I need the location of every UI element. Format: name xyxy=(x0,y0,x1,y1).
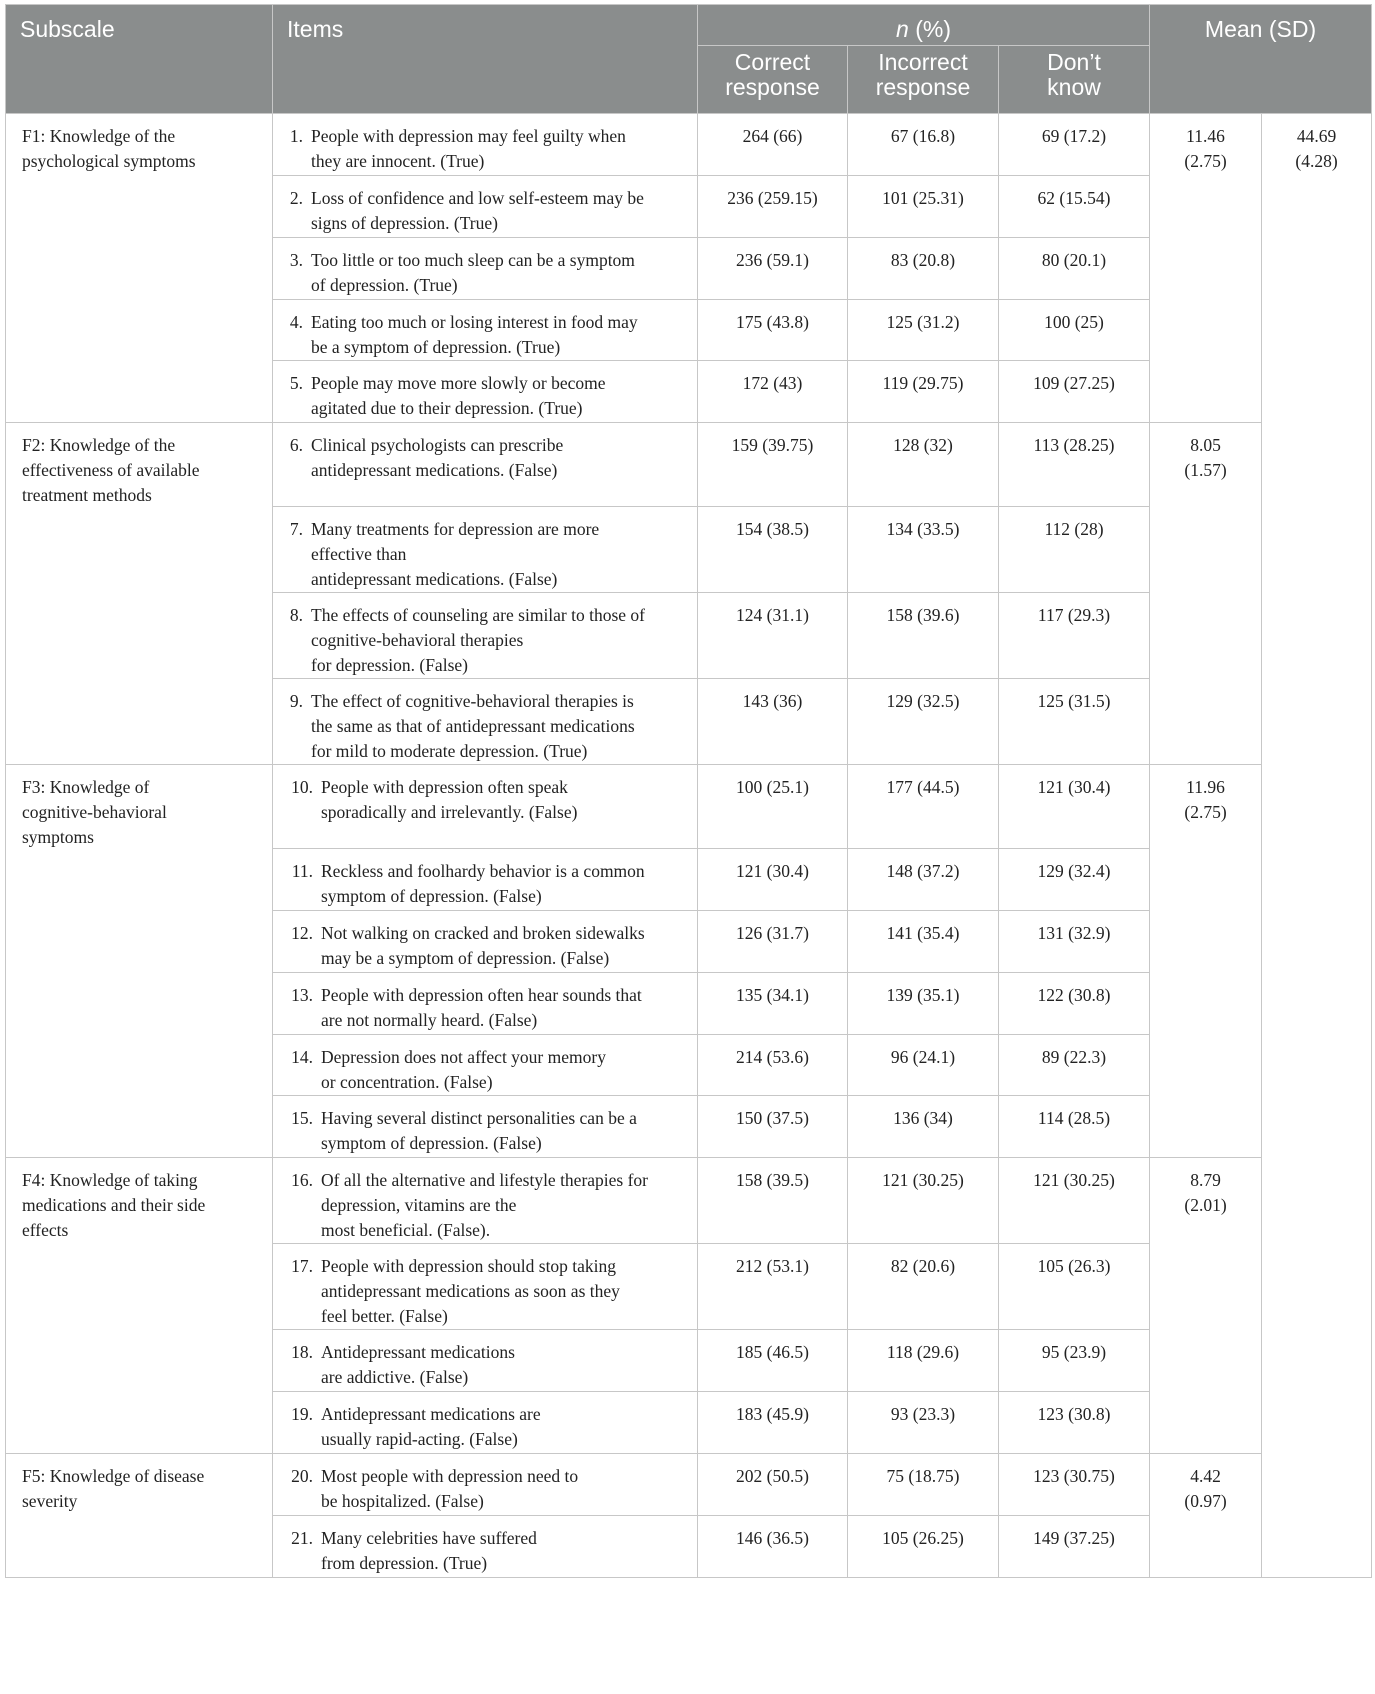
item-text-line: People may move more slowly or become xyxy=(311,373,606,393)
item-text xyxy=(311,124,687,174)
item-text-line: signs of depression. (True) xyxy=(311,213,498,233)
incorrect-value: 83 (20.8) xyxy=(848,238,999,300)
item-cell xyxy=(273,1392,698,1454)
dontknow-value: 122 (30.8) xyxy=(999,973,1150,1035)
item-number: 1. xyxy=(289,126,303,146)
incorrect-value: 128 (32) xyxy=(848,423,999,507)
incorrect-value: 134 (33.5) xyxy=(848,507,999,593)
table-row xyxy=(6,114,1372,176)
item-text-line: agitated due to their depression. (True) xyxy=(311,398,583,418)
dontknow-value: 113 (28.25) xyxy=(999,423,1150,507)
subscale-mean: 11.46 xyxy=(1186,126,1225,146)
item-number: 3. xyxy=(289,250,303,270)
item-text-line: The effect of cognitive-behavioral therapies is xyxy=(311,691,634,711)
incorrect-value: 93 (23.3) xyxy=(848,1392,999,1454)
item-number: 14. xyxy=(291,1047,313,1067)
total-mean-sd xyxy=(1262,114,1372,1578)
item-cell xyxy=(273,1454,698,1516)
item-text xyxy=(321,775,687,825)
subscale-cell xyxy=(6,114,273,423)
correct-value: 264 (66) xyxy=(698,114,848,176)
subscale-sd: (2.75) xyxy=(1184,151,1227,171)
item-cell xyxy=(273,1330,698,1392)
item-text xyxy=(311,310,687,360)
item-number: 5. xyxy=(289,373,303,393)
dontknow-value: 114 (28.5) xyxy=(999,1096,1150,1158)
item-text-line: Many treatments for depression are more xyxy=(311,519,600,539)
header-dontknow xyxy=(999,46,1150,114)
correct-value: 100 (25.1) xyxy=(698,765,848,849)
subscale-cell xyxy=(6,1454,273,1578)
subscale-sd: (2.75) xyxy=(1184,802,1227,822)
subscale-mean-sd xyxy=(1150,423,1262,765)
item-number: 12. xyxy=(291,923,313,943)
subscale-mean-sd xyxy=(1150,1158,1262,1454)
item-text-line: People with depression often hear sounds that xyxy=(321,985,642,1005)
total-mean: 44.69 xyxy=(1296,126,1337,146)
incorrect-value: 125 (31.2) xyxy=(848,300,999,361)
item-cell xyxy=(273,176,698,238)
item-text xyxy=(321,1168,687,1243)
header-items: Items xyxy=(273,5,698,114)
correct-value: 236 (59.1) xyxy=(698,238,848,300)
item-text-line: antidepressant medications. (False) xyxy=(311,569,558,589)
header-correct xyxy=(698,46,848,114)
item-text-line: Not walking on cracked and broken sidewalks xyxy=(321,923,645,943)
item-text-line: People with depression often speak xyxy=(321,777,568,797)
item-text-line: most beneficial. (False). xyxy=(321,1220,491,1240)
item-text-line: Loss of confidence and low self-esteem may be xyxy=(311,188,644,208)
item-text-line: Eating too much or losing interest in food may xyxy=(311,312,638,332)
item-number: 6. xyxy=(289,435,303,455)
item-text xyxy=(321,1526,687,1576)
item-text-line: they are innocent. (True) xyxy=(311,151,485,171)
item-text xyxy=(321,859,687,909)
item-text-line: Having several distinct personalities can be a xyxy=(321,1108,637,1128)
item-text xyxy=(321,1402,687,1452)
dontknow-value: 69 (17.2) xyxy=(999,114,1150,176)
correct-value: 185 (46.5) xyxy=(698,1330,848,1392)
item-number: 7. xyxy=(289,519,303,539)
item-number: 4. xyxy=(289,312,303,332)
subscale-sd: (0.97) xyxy=(1184,1491,1227,1511)
item-text xyxy=(321,1340,687,1390)
item-text xyxy=(321,983,687,1033)
item-number: 18. xyxy=(291,1342,313,1362)
item-cell xyxy=(273,361,698,423)
correct-value: 159 (39.75) xyxy=(698,423,848,507)
item-text xyxy=(321,1045,687,1095)
item-text-line: of depression. (True) xyxy=(311,275,458,295)
correct-value: 143 (36) xyxy=(698,679,848,765)
item-cell xyxy=(273,507,698,593)
incorrect-value: 67 (16.8) xyxy=(848,114,999,176)
header-incorrect-line2: response xyxy=(875,74,971,100)
header-mean-sd: Mean (SD) xyxy=(1150,5,1372,114)
item-text xyxy=(311,186,687,236)
item-number: 13. xyxy=(291,985,313,1005)
item-text-line: Too little or too much sleep can be a symptom xyxy=(311,250,635,270)
item-number: 15. xyxy=(291,1108,313,1128)
incorrect-value: 158 (39.6) xyxy=(848,593,999,679)
table-row xyxy=(6,1158,1372,1244)
item-text-line: antidepressant medications as soon as they xyxy=(321,1281,620,1301)
item-text-line: are not normally heard. (False) xyxy=(321,1010,538,1030)
dontknow-value: 112 (28) xyxy=(999,507,1150,593)
item-text-line: Antidepressant medications xyxy=(321,1342,515,1362)
item-text-line: People with depression may feel guilty when xyxy=(311,126,626,146)
item-text-line: from depression. (True) xyxy=(321,1553,488,1573)
incorrect-value: 82 (20.6) xyxy=(848,1244,999,1330)
subscale-label-line: cognitive-behavioral xyxy=(22,802,167,822)
item-cell xyxy=(273,238,698,300)
incorrect-value: 96 (24.1) xyxy=(848,1035,999,1096)
item-cell xyxy=(273,1244,698,1330)
subscale-label-line: psychological symptoms xyxy=(22,151,196,171)
item-cell xyxy=(273,1158,698,1244)
item-number: 17. xyxy=(291,1256,313,1276)
item-number: 2. xyxy=(289,188,303,208)
header-dontknow-line2: know xyxy=(1047,74,1101,100)
item-text-line: Antidepressant medications are xyxy=(321,1404,541,1424)
item-text xyxy=(311,689,687,764)
dontknow-value: 109 (27.25) xyxy=(999,361,1150,423)
item-cell xyxy=(273,1035,698,1096)
dontknow-value: 121 (30.25) xyxy=(999,1158,1150,1244)
incorrect-value: 101 (25.31) xyxy=(848,176,999,238)
item-number: 16. xyxy=(291,1170,313,1190)
dontknow-value: 125 (31.5) xyxy=(999,679,1150,765)
header-incorrect xyxy=(848,46,999,114)
subscale-label-line: treatment methods xyxy=(22,485,152,505)
correct-value: 212 (53.1) xyxy=(698,1244,848,1330)
correct-value: 214 (53.6) xyxy=(698,1035,848,1096)
correct-value: 154 (38.5) xyxy=(698,507,848,593)
item-text-line: effective than xyxy=(311,544,407,564)
subscale-sd: (2.01) xyxy=(1184,1195,1227,1215)
subscale-mean: 8.79 xyxy=(1190,1170,1221,1190)
subscale-label-line: F4: Knowledge of taking xyxy=(22,1170,198,1190)
subscale-label-line: severity xyxy=(22,1491,78,1511)
knowledge-table xyxy=(5,4,1372,1578)
item-text-line: feel better. (False) xyxy=(321,1306,448,1326)
item-number: 20. xyxy=(291,1466,313,1486)
item-text xyxy=(321,1464,687,1514)
item-cell xyxy=(273,1516,698,1578)
subscale-cell xyxy=(6,423,273,765)
subscale-label-line: effects xyxy=(22,1220,69,1240)
item-text-line: Most people with depression need to xyxy=(321,1466,579,1486)
subscale-label-line: F1: Knowledge of the xyxy=(22,126,176,146)
total-sd: (4.28) xyxy=(1295,151,1338,171)
item-text-line: Many celebrities have suffered xyxy=(321,1528,537,1548)
item-text-line: for depression. (False) xyxy=(311,655,468,675)
dontknow-value: 62 (15.54) xyxy=(999,176,1150,238)
item-cell xyxy=(273,300,698,361)
correct-value: 124 (31.1) xyxy=(698,593,848,679)
item-text-line: Clinical psychologists can prescribe xyxy=(311,435,564,455)
item-text xyxy=(311,517,687,592)
item-cell xyxy=(273,973,698,1035)
subscale-mean-sd xyxy=(1150,114,1262,423)
table-row xyxy=(6,1454,1372,1516)
dontknow-value: 149 (37.25) xyxy=(999,1516,1150,1578)
subscale-mean: 11.96 xyxy=(1186,777,1225,797)
item-text xyxy=(311,371,687,421)
item-text-line: The effects of counseling are similar to those of xyxy=(311,605,646,625)
correct-value: 146 (36.5) xyxy=(698,1516,848,1578)
item-text-line: Depression does not affect your memory xyxy=(321,1047,606,1067)
table-body xyxy=(6,114,1372,1578)
item-text-line: are addictive. (False) xyxy=(321,1367,469,1387)
item-number: 9. xyxy=(289,691,303,711)
item-text xyxy=(311,248,687,298)
item-number: 10. xyxy=(291,777,313,797)
item-cell xyxy=(273,593,698,679)
subscale-cell xyxy=(6,765,273,1158)
dontknow-value: 123 (30.8) xyxy=(999,1392,1150,1454)
item-number: 21. xyxy=(291,1528,313,1548)
incorrect-value: 75 (18.75) xyxy=(848,1454,999,1516)
subscale-cell xyxy=(6,1158,273,1454)
header-correct-line2: response xyxy=(725,74,820,100)
item-cell xyxy=(273,1096,698,1158)
header-n-italic: n xyxy=(896,16,909,42)
incorrect-value: 105 (26.25) xyxy=(848,1516,999,1578)
item-text-line: the same as that of antidepressant medications xyxy=(311,716,635,736)
header-n-suffix: (%) xyxy=(908,16,951,42)
subscale-label-line: effectiveness of available xyxy=(22,460,200,480)
subscale-label-line: medications and their side xyxy=(22,1195,206,1215)
item-cell xyxy=(273,423,698,507)
incorrect-value: 121 (30.25) xyxy=(848,1158,999,1244)
item-number: 19. xyxy=(291,1404,313,1424)
incorrect-value: 129 (32.5) xyxy=(848,679,999,765)
item-text-line: Of all the alternative and lifestyle therapies for xyxy=(321,1170,649,1190)
correct-value: 175 (43.8) xyxy=(698,300,848,361)
dontknow-value: 105 (26.3) xyxy=(999,1244,1150,1330)
header-n-percent xyxy=(698,5,1150,46)
subscale-label-line: symptoms xyxy=(22,827,94,847)
item-text-line: cognitive-behavioral therapies xyxy=(311,630,524,650)
item-cell xyxy=(273,911,698,973)
item-text-line: usually rapid-acting. (False) xyxy=(321,1429,518,1449)
item-text-line: for mild to moderate depression. (True) xyxy=(311,741,588,761)
item-text-line: or concentration. (False) xyxy=(321,1072,493,1092)
item-number: 11. xyxy=(291,861,313,881)
dontknow-value: 123 (30.75) xyxy=(999,1454,1150,1516)
dontknow-value: 131 (32.9) xyxy=(999,911,1150,973)
subscale-mean-sd xyxy=(1150,765,1262,1158)
subscale-mean: 4.42 xyxy=(1190,1466,1221,1486)
correct-value: 135 (34.1) xyxy=(698,973,848,1035)
incorrect-value: 148 (37.2) xyxy=(848,849,999,911)
dontknow-value: 95 (23.9) xyxy=(999,1330,1150,1392)
header-correct-line1: Correct xyxy=(734,49,811,75)
dontknow-value: 80 (20.1) xyxy=(999,238,1150,300)
correct-value: 183 (45.9) xyxy=(698,1392,848,1454)
table-row xyxy=(6,765,1372,849)
dontknow-value: 121 (30.4) xyxy=(999,765,1150,849)
item-text-line: be hospitalized. (False) xyxy=(321,1491,484,1511)
dontknow-value: 89 (22.3) xyxy=(999,1035,1150,1096)
correct-value: 236 (259.15) xyxy=(698,176,848,238)
correct-value: 126 (31.7) xyxy=(698,911,848,973)
table-row xyxy=(6,423,1372,507)
item-text xyxy=(311,433,687,483)
dontknow-value: 117 (29.3) xyxy=(999,593,1150,679)
item-text-line: symptom of depression. (False) xyxy=(321,1133,542,1153)
correct-value: 121 (30.4) xyxy=(698,849,848,911)
subscale-mean: 8.05 xyxy=(1190,435,1221,455)
item-cell xyxy=(273,849,698,911)
item-cell xyxy=(273,679,698,765)
item-cell xyxy=(273,765,698,849)
subscale-label-line: F2: Knowledge of the xyxy=(22,435,176,455)
incorrect-value: 119 (29.75) xyxy=(848,361,999,423)
item-cell xyxy=(273,114,698,176)
item-text xyxy=(311,603,687,678)
correct-value: 158 (39.5) xyxy=(698,1158,848,1244)
subscale-label-line: F5: Knowledge of disease xyxy=(22,1466,205,1486)
dontknow-value: 100 (25) xyxy=(999,300,1150,361)
header-subscale: Subscale xyxy=(6,5,273,114)
subscale-label-line: F3: Knowledge of xyxy=(22,777,150,797)
incorrect-value: 139 (35.1) xyxy=(848,973,999,1035)
item-text xyxy=(321,1254,687,1329)
item-text-line: sporadically and irrelevantly. (False) xyxy=(321,802,578,822)
item-text-line: People with depression should stop taking xyxy=(321,1256,617,1276)
correct-value: 202 (50.5) xyxy=(698,1454,848,1516)
correct-value: 172 (43) xyxy=(698,361,848,423)
item-text xyxy=(321,1106,687,1156)
incorrect-value: 136 (34) xyxy=(848,1096,999,1158)
item-text-line: Reckless and foolhardy behavior is a common xyxy=(321,861,645,881)
incorrect-value: 118 (29.6) xyxy=(848,1330,999,1392)
header-dontknow-line1: Don’t xyxy=(1047,49,1101,75)
subscale-sd: (1.57) xyxy=(1184,460,1227,480)
correct-value: 150 (37.5) xyxy=(698,1096,848,1158)
item-number: 8. xyxy=(289,605,303,625)
item-text-line: be a symptom of depression. (True) xyxy=(311,337,561,357)
item-text-line: symptom of depression. (False) xyxy=(321,886,542,906)
item-text-line: may be a symptom of depression. (False) xyxy=(321,948,610,968)
incorrect-value: 141 (35.4) xyxy=(848,911,999,973)
item-text xyxy=(321,921,687,971)
dontknow-value: 129 (32.4) xyxy=(999,849,1150,911)
item-text-line: depression, vitamins are the xyxy=(321,1195,517,1215)
incorrect-value: 177 (44.5) xyxy=(848,765,999,849)
item-text-line: antidepressant medications. (False) xyxy=(311,460,558,480)
header-incorrect-line1: Incorrect xyxy=(878,49,968,75)
subscale-mean-sd xyxy=(1150,1454,1262,1578)
